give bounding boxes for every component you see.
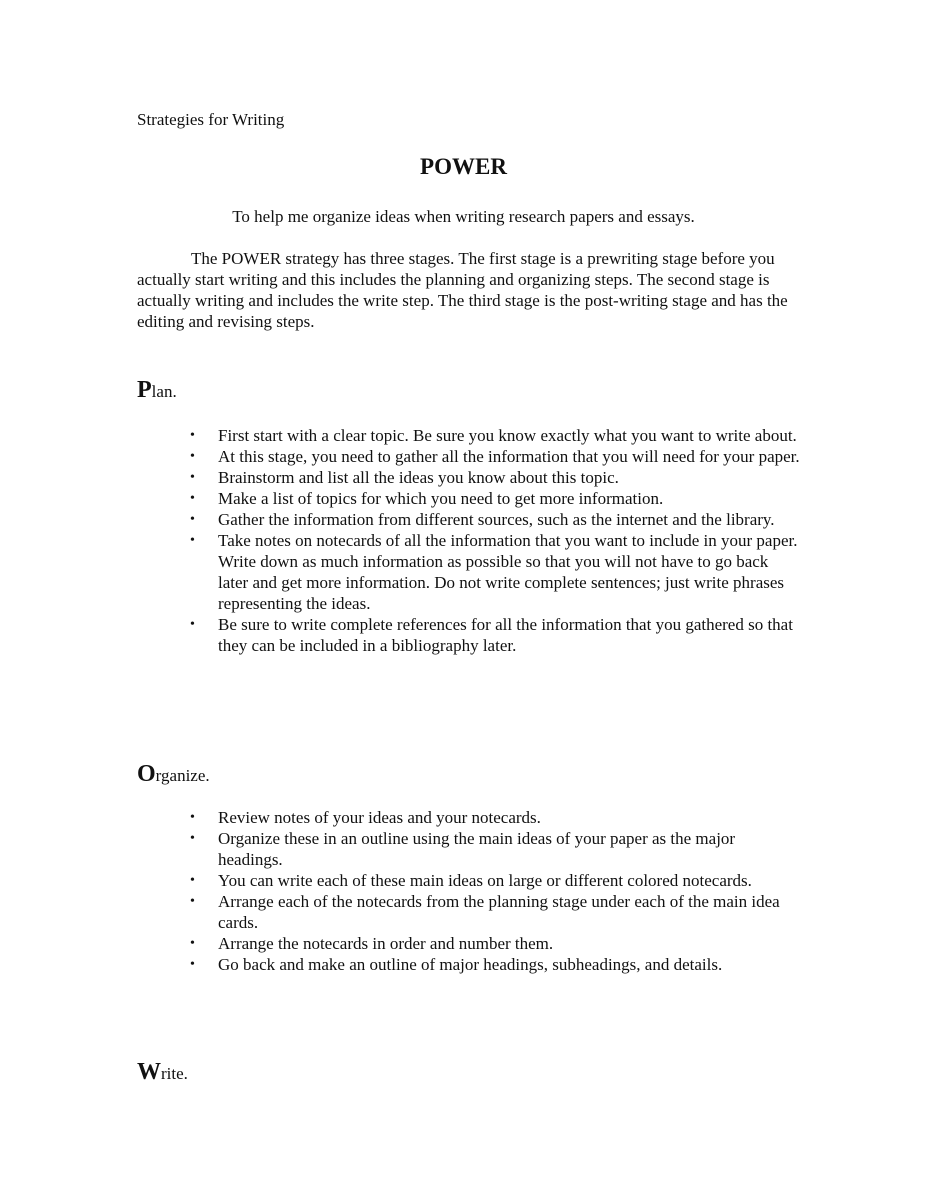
list-item-text: Gather the information from different sources, such as the internet and the library. (218, 510, 775, 529)
bullet-icon: • (190, 617, 195, 632)
bullet-icon: • (190, 894, 195, 909)
bullet-icon: • (190, 873, 195, 888)
section-initial: O (137, 761, 156, 787)
list-item-text: Review notes of your ideas and your notecards. (218, 808, 541, 827)
list-item-text: Arrange the notecards in order and number them. (218, 934, 554, 953)
list-item (190, 530, 800, 614)
section-initial: W (137, 1059, 161, 1085)
list-item-text: Take notes on notecards of all the information that you want to include in your paper. Write down as much information as possible so that you will not have to go back later and get more information. Do not write complete sentences; just write phrases representing the ideas. (218, 531, 798, 613)
list-item (190, 828, 800, 870)
plan-bullet-list (190, 425, 800, 656)
organize-bullet-list (190, 807, 800, 975)
list-item-text: First start with a clear topic. Be sure you know exactly what you want to write about. (218, 426, 797, 445)
list-item (190, 425, 800, 446)
document-title: POWER (420, 154, 507, 179)
list-item (190, 807, 800, 828)
section-heading-rest: rite. (161, 1064, 188, 1083)
bullet-icon: • (190, 428, 195, 443)
list-item (190, 614, 800, 656)
bullet-icon: • (190, 957, 195, 972)
purpose-statement: To help me organize ideas when writing research papers and essays. (232, 207, 695, 226)
list-item (190, 870, 800, 891)
list-item-text: You can write each of these main ideas on large or different colored notecards. (218, 871, 752, 890)
list-item-text: Organize these in an outline using the main ideas of your paper as the major headings. (218, 829, 736, 869)
list-item (190, 509, 800, 530)
list-item-text: Arrange each of the notecards from the planning stage under each of the main idea cards. (218, 892, 780, 932)
document-header-label: Strategies for Writing (137, 110, 285, 129)
section-initial: P (137, 377, 152, 403)
list-item (190, 891, 800, 933)
list-item-text: At this stage, you need to gather all the information that you will need for your paper. (218, 447, 800, 466)
list-item (190, 446, 800, 467)
list-item-text: Be sure to write complete references for all the information that you gathered so that they can be included in a bibliography later. (218, 615, 793, 655)
bullet-icon: • (190, 533, 195, 548)
section-heading-plan (137, 376, 177, 406)
bullet-icon: • (190, 936, 195, 951)
list-item (190, 954, 800, 975)
list-item-text: Make a list of topics for which you need to get more information. (218, 489, 664, 508)
list-item-text: Brainstorm and list all the ideas you know about this topic. (218, 468, 619, 487)
bullet-icon: • (190, 491, 195, 506)
section-heading-rest: lan. (151, 382, 177, 401)
bullet-icon: • (190, 810, 195, 825)
list-item (190, 467, 800, 488)
bullet-icon: • (190, 449, 195, 464)
bullet-icon: • (190, 831, 195, 846)
list-item (190, 488, 800, 509)
intro-paragraph: The POWER strategy has three stages. The first stage is a prewriting stage before you actually start writing and this includes the planning and organizing steps. The second stage is actually writing and includes the write step. The third stage is the post-writing stage and has the editing and revising steps. (137, 249, 788, 331)
list-item (190, 933, 800, 954)
section-heading-organize (137, 760, 210, 790)
bullet-icon: • (190, 470, 195, 485)
section-heading-write (137, 1058, 188, 1088)
list-item-text: Go back and make an outline of major headings, subheadings, and details. (218, 955, 723, 974)
bullet-icon: • (190, 512, 195, 527)
section-heading-rest: rganize. (155, 766, 210, 785)
